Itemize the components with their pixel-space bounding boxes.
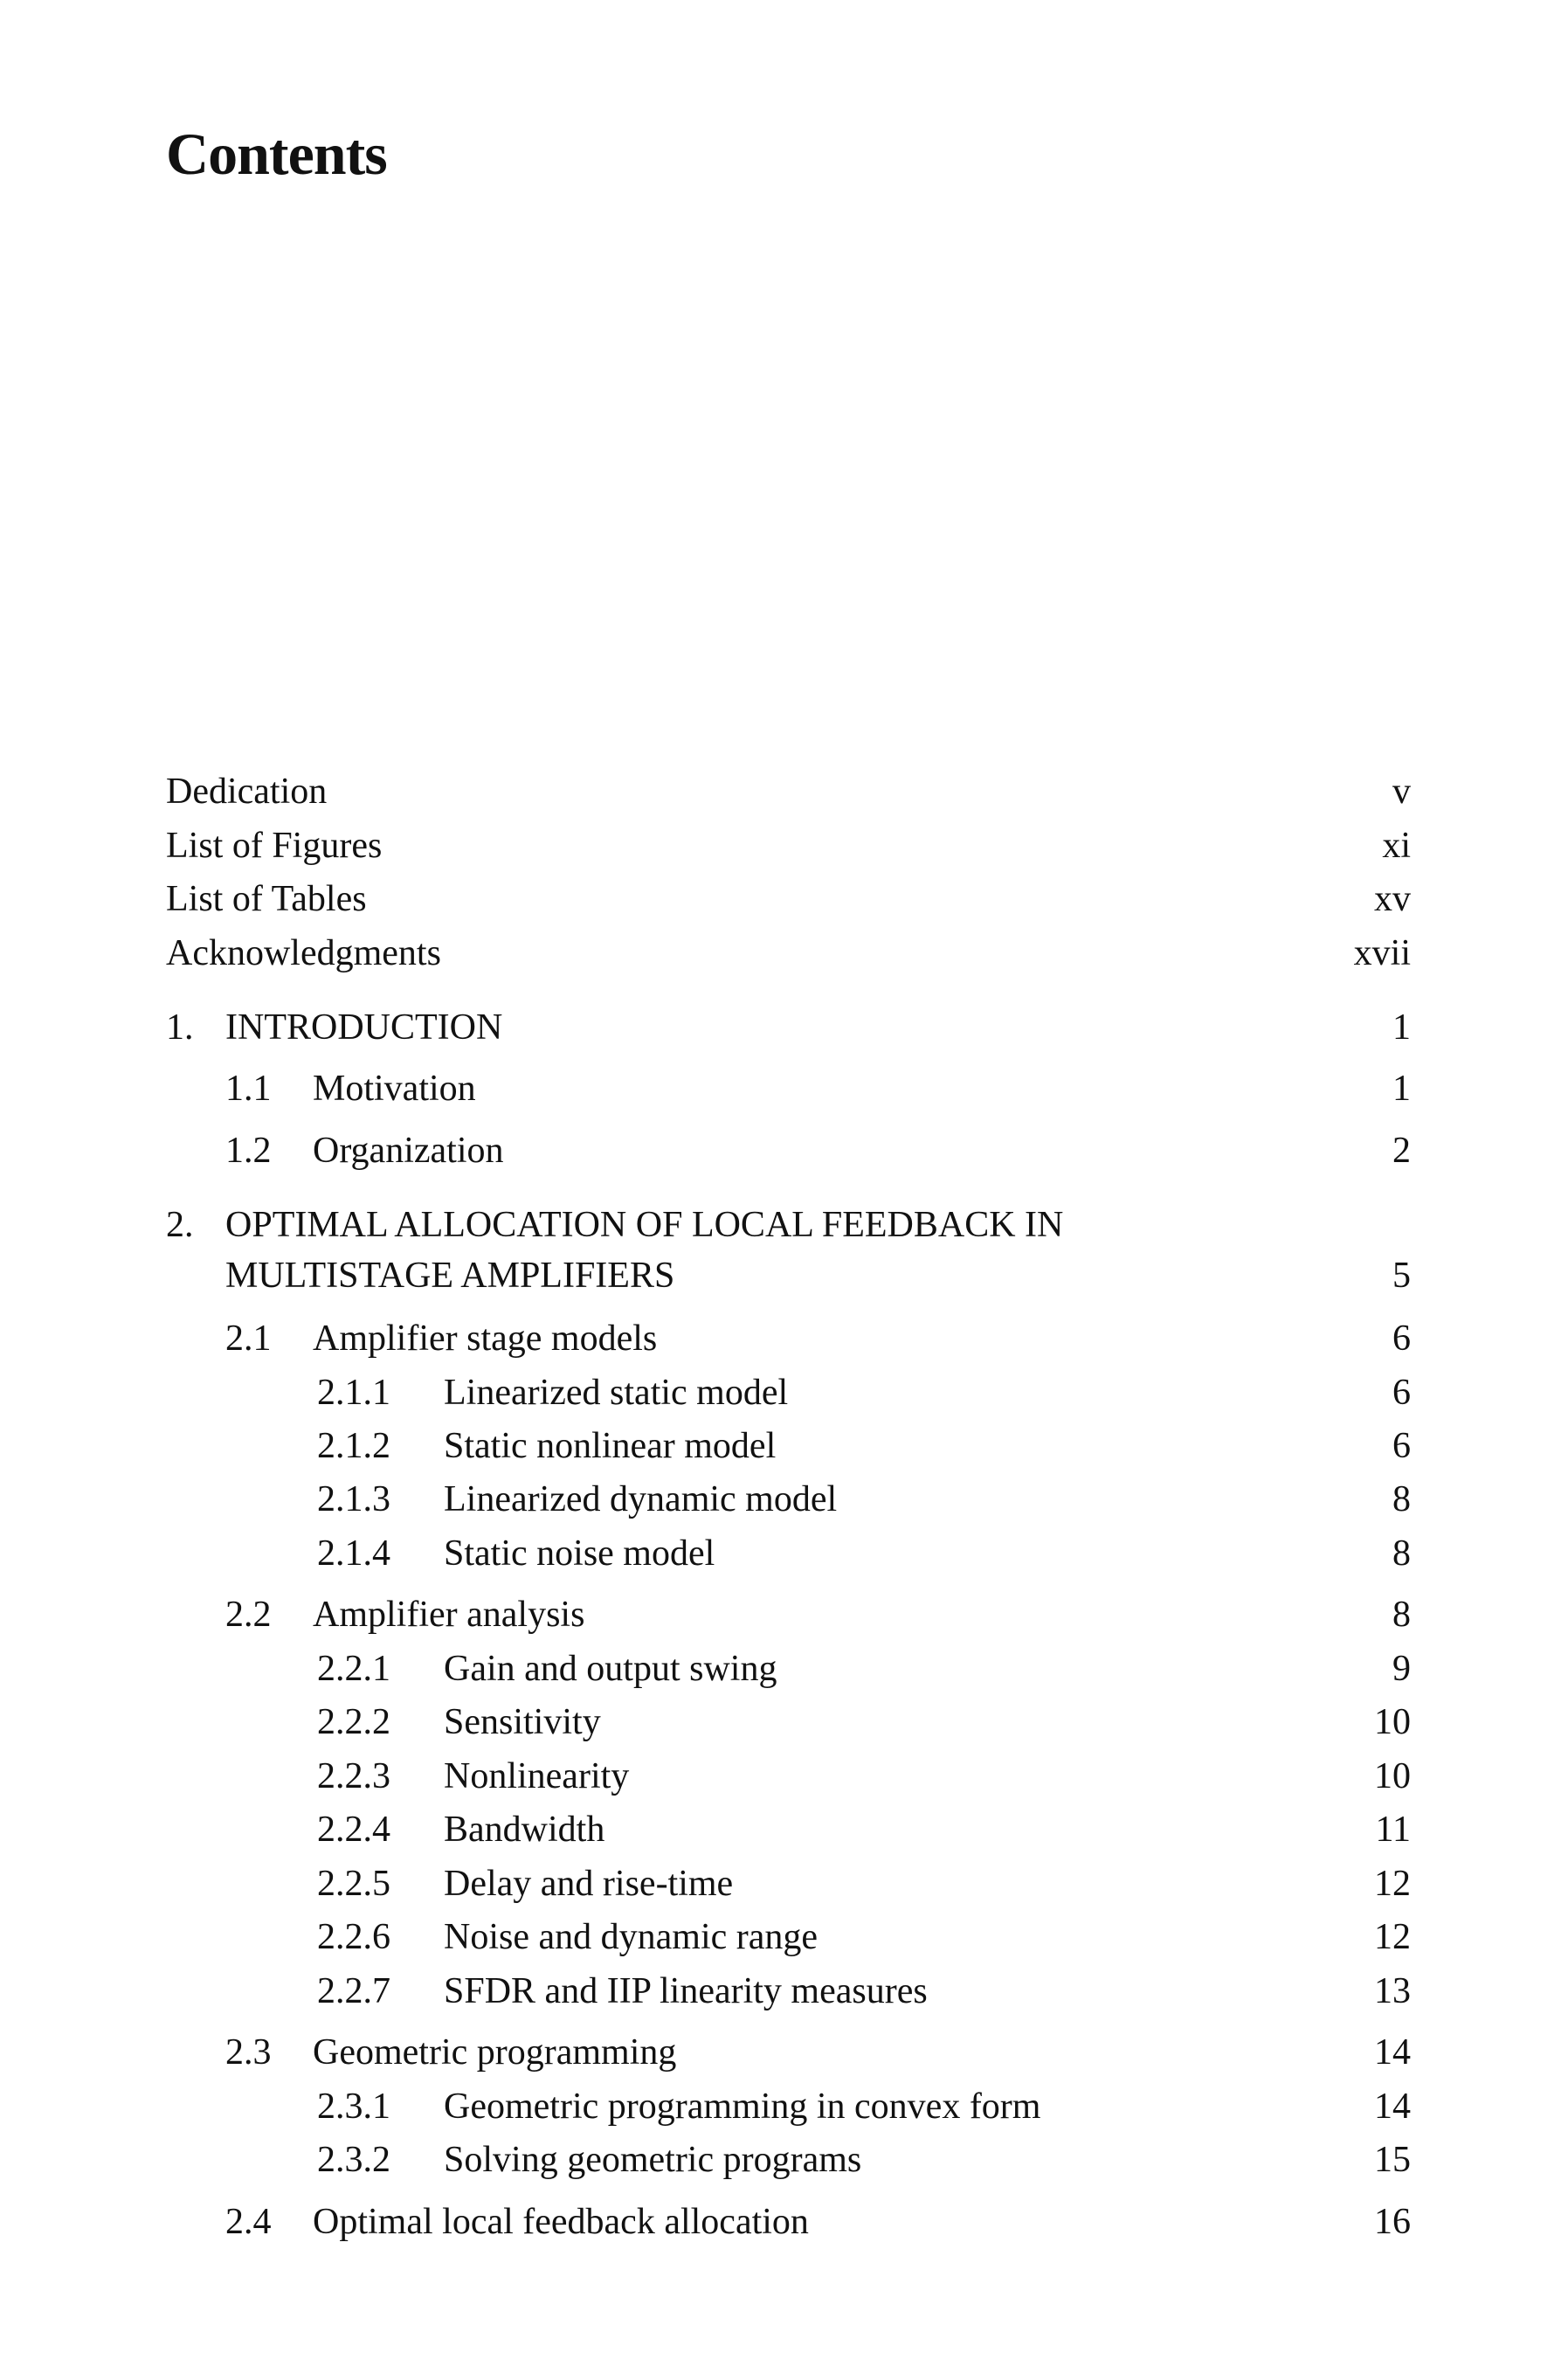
- toc-entry-page: 5: [1392, 1256, 1411, 1296]
- toc-entry-number: 2.2.3: [317, 1756, 390, 1796]
- toc-entry-title: Noise and dynamic range: [444, 1917, 819, 1957]
- toc-entry-page: v: [1392, 772, 1411, 812]
- toc-entry-page: 6: [1392, 1426, 1411, 1466]
- toc-entry-number: 2.4: [225, 2202, 272, 2242]
- toc-subsection-2-1-3[interactable]: [166, 1474, 1411, 1525]
- toc-entry-number: 2.2.6: [317, 1917, 390, 1957]
- toc-subsection-2-2-1[interactable]: [166, 1644, 1411, 1694]
- toc-subsection-2-3-1[interactable]: [166, 2081, 1411, 2132]
- toc-entry-number: 2.1.4: [317, 1533, 390, 1574]
- toc-entry-page: 8: [1392, 1533, 1411, 1574]
- toc-entry-title: Amplifier analysis: [313, 1595, 585, 1635]
- toc-subsection-2-1-4[interactable]: [166, 1528, 1411, 1579]
- toc-entry-title: Optimal local feedback allocation: [313, 2202, 809, 2242]
- toc-entry-page: xvii: [1353, 933, 1411, 973]
- toc-subsection-2-2-6[interactable]: [166, 1912, 1411, 1962]
- toc-section-1-2[interactable]: [166, 1125, 1411, 1176]
- toc-entry-title: Delay and rise-time: [444, 1864, 734, 1904]
- toc-entry-number: 2.2.2: [317, 1702, 390, 1742]
- toc-entry-title: Geometric programming: [313, 2032, 677, 2073]
- toc-subsection-2-2-5[interactable]: [166, 1858, 1411, 1909]
- toc-entry-number: 2.2: [225, 1595, 272, 1635]
- toc-entry-title: Nonlinearity: [444, 1756, 630, 1796]
- toc-entry-list-of-figures[interactable]: [166, 820, 1411, 871]
- toc-chapter-2[interactable]: [166, 1200, 1411, 1250]
- toc-entry-page: 1: [1392, 1069, 1411, 1109]
- toc-subsection-2-2-3[interactable]: [166, 1751, 1411, 1802]
- toc-section-2-3[interactable]: [166, 2027, 1411, 2078]
- toc-entry-title: Motivation: [313, 1069, 476, 1109]
- toc-entry-number: 1.2: [225, 1131, 272, 1171]
- toc-entry-page: 2: [1392, 1131, 1411, 1171]
- toc-entry-number: 2.3.1: [317, 2087, 390, 2127]
- toc-entry-title: Linearized dynamic model: [444, 1479, 838, 1519]
- toc-entry-title: Static nonlinear model: [444, 1426, 777, 1466]
- toc-section-2-2[interactable]: [166, 1589, 1411, 1640]
- toc-entry-number: 2.1.1: [317, 1373, 390, 1413]
- toc-chapter-2-continued[interactable]: [166, 1250, 1411, 1301]
- toc-entry-number: 2.: [166, 1205, 194, 1245]
- toc-entry-page: 10: [1374, 1756, 1411, 1796]
- toc-entry-number: 2.3: [225, 2032, 272, 2073]
- toc-entry-number: 2.2.5: [317, 1864, 390, 1904]
- toc-entry-title: Dedication: [166, 772, 328, 812]
- toc-entry-title: Acknowledgments: [166, 933, 441, 973]
- toc-entry-title: Organization: [313, 1131, 504, 1171]
- toc-subsection-2-2-4[interactable]: [166, 1804, 1411, 1855]
- toc-entry-page: 10: [1374, 1702, 1411, 1742]
- toc-entry-page: 13: [1374, 1971, 1411, 2011]
- toc-chapter-1[interactable]: [166, 1002, 1411, 1053]
- toc-entry-page: 15: [1374, 2140, 1411, 2180]
- toc-entry-page: 6: [1392, 1373, 1411, 1413]
- toc-entry-title: Gain and output swing: [444, 1649, 777, 1689]
- toc-entry-page: 12: [1374, 1917, 1411, 1957]
- toc-entry-number: 1.1: [225, 1069, 272, 1109]
- toc-entry-number: 2.2.1: [317, 1649, 390, 1689]
- toc-entry-title: Amplifier stage models: [313, 1318, 658, 1359]
- toc-entry-title: Linearized static model: [444, 1373, 789, 1413]
- toc-entry-title: Sensitivity: [444, 1702, 601, 1742]
- toc-subsection-2-2-2[interactable]: [166, 1697, 1411, 1747]
- toc-entry-page: 8: [1392, 1479, 1411, 1519]
- toc-entry-page: xv: [1374, 879, 1411, 919]
- toc-entry-acknowledgments[interactable]: [166, 928, 1411, 979]
- toc-entry-title: List of Figures: [166, 826, 383, 866]
- toc-entry-title: List of Tables: [166, 879, 367, 919]
- toc-entry-title: Solving geometric programs: [444, 2140, 862, 2180]
- toc-subsection-2-3-2[interactable]: [166, 2135, 1411, 2185]
- toc-section-2-1[interactable]: [166, 1313, 1411, 1364]
- toc-entry-number: 1.: [166, 1007, 194, 1048]
- toc-entry-number: 2.1.3: [317, 1479, 390, 1519]
- toc-entry-title: Static noise model: [444, 1533, 715, 1574]
- toc-entry-title: SFDR and IIP linearity measures: [444, 1971, 928, 2011]
- page-title: Contents: [166, 120, 387, 187]
- toc-entry-number: 2.1.2: [317, 1426, 390, 1466]
- toc-section-1-1[interactable]: [166, 1063, 1411, 1114]
- toc-entry-number: 2.3.2: [317, 2140, 390, 2180]
- toc-entry-list-of-tables[interactable]: [166, 874, 1411, 924]
- toc-entry-page: 8: [1392, 1595, 1411, 1635]
- toc-entry-number: 2.2.4: [317, 1810, 390, 1850]
- toc-entry-title: INTRODUCTION: [225, 1007, 503, 1048]
- toc-entry-dedication[interactable]: [166, 766, 1411, 817]
- toc-entry-page: 6: [1392, 1318, 1411, 1359]
- toc-entry-page: 14: [1374, 2087, 1411, 2127]
- toc-entry-title: MULTISTAGE AMPLIFIERS: [225, 1256, 675, 1296]
- toc-subsection-2-2-7[interactable]: [166, 1966, 1411, 2017]
- toc-entry-page: 11: [1375, 1810, 1411, 1850]
- toc-entry-page: 9: [1392, 1649, 1411, 1689]
- toc-entry-page: 14: [1374, 2032, 1411, 2073]
- toc-entry-page: 12: [1374, 1864, 1411, 1904]
- toc-entry-number: 2.2.7: [317, 1971, 390, 2011]
- toc-entry-page: 16: [1374, 2202, 1411, 2242]
- toc-entry-title: Geometric programming in convex form: [444, 2087, 1041, 2127]
- toc-entry-title: Bandwidth: [444, 1810, 605, 1850]
- toc-section-2-4[interactable]: [166, 2197, 1411, 2247]
- toc-entry-title: OPTIMAL ALLOCATION OF LOCAL FEEDBACK IN: [225, 1205, 1064, 1245]
- toc-entry-page: 1: [1392, 1007, 1411, 1048]
- toc-entry-page: xi: [1382, 826, 1411, 866]
- toc-subsection-2-1-1[interactable]: [166, 1367, 1411, 1418]
- toc-subsection-2-1-2[interactable]: [166, 1421, 1411, 1471]
- toc-entry-number: 2.1: [225, 1318, 272, 1359]
